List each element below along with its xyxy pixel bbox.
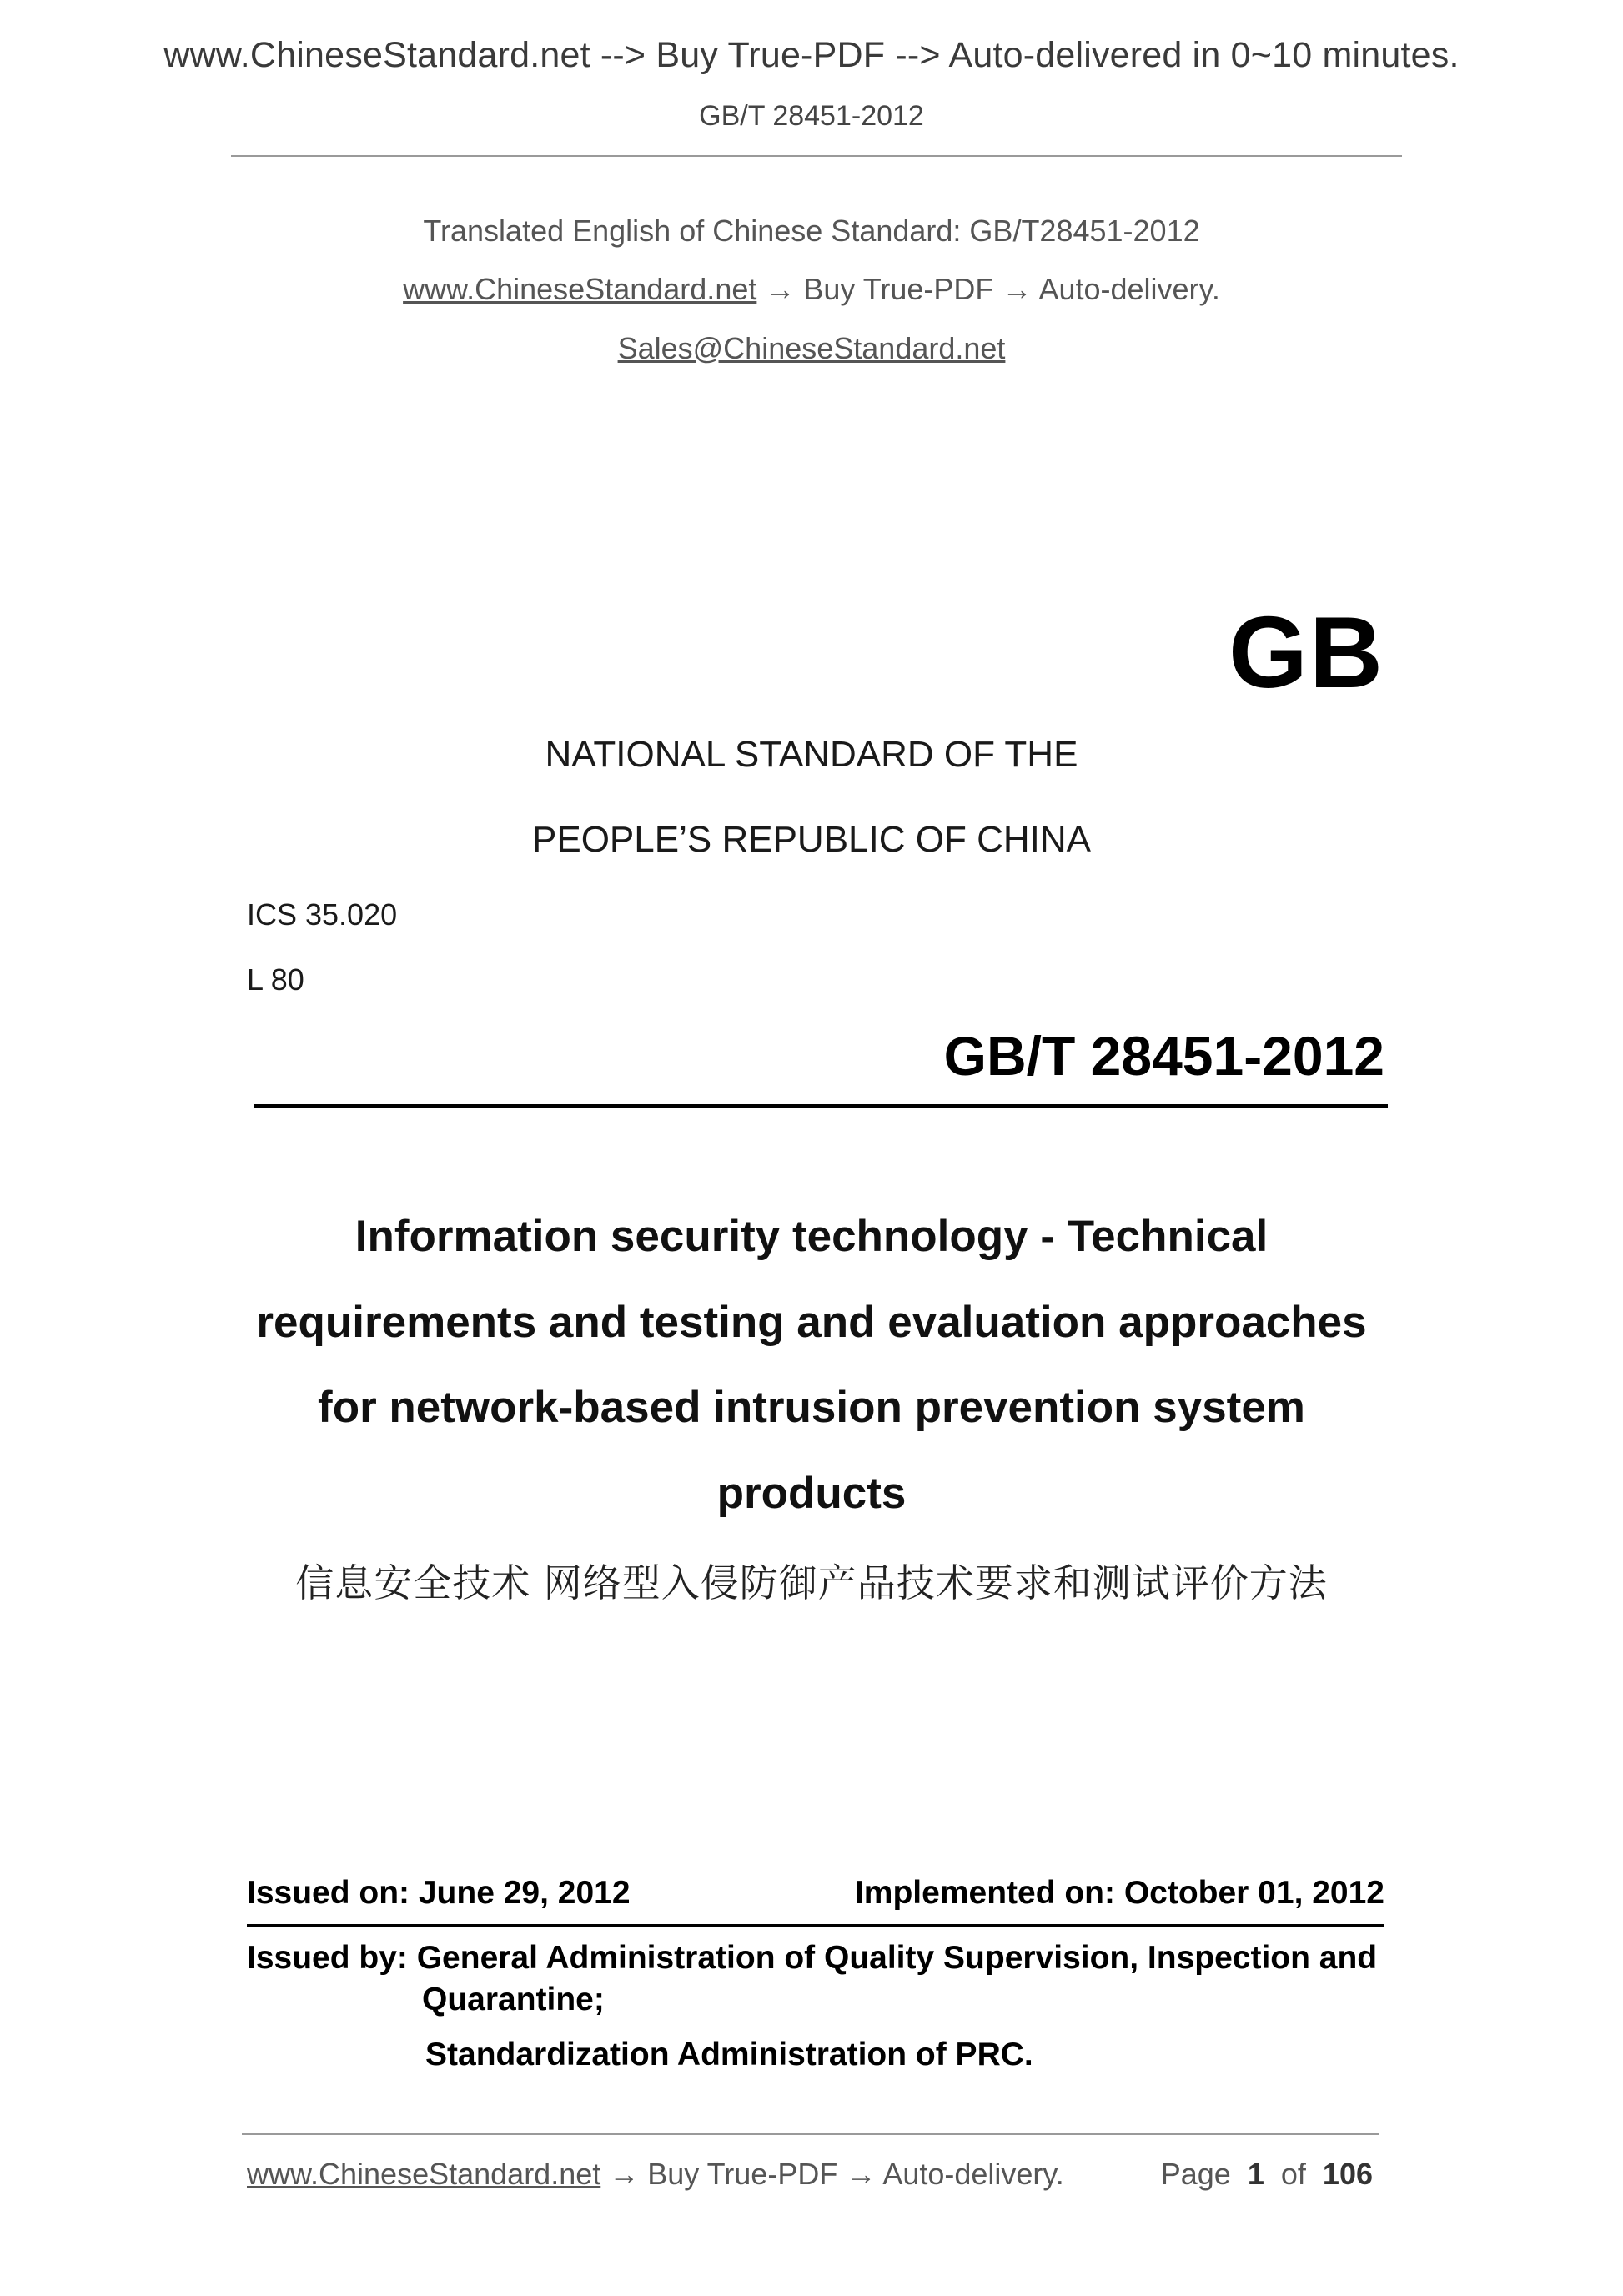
translation-purchase-line — [0, 272, 1623, 307]
standard-code-divider — [254, 1104, 1388, 1108]
title-line-3: for network-based intrusion prevention system — [318, 1383, 1305, 1432]
footer-divider — [242, 2133, 1379, 2135]
page-number: 1 — [1247, 2157, 1264, 2191]
of-label: of — [1280, 2157, 1306, 2191]
email-line — [0, 331, 1623, 366]
translation-note: Translated English of Chinese Standard: GB/T28451-2012 — [423, 214, 1200, 248]
issued-on: Issued on: June 29, 2012 — [247, 1875, 631, 1911]
footer-purchase-line — [247, 2157, 1064, 2192]
footer-purchase-text: → Buy True-PDF → Auto-delivery. — [600, 2157, 1064, 2191]
title-line-2: requirements and testing and evaluation approaches — [256, 1298, 1367, 1347]
ics-code: ICS 35.020 — [247, 897, 398, 932]
title-line-4: products — [716, 1469, 907, 1518]
purchase-text: → Buy True-PDF → Auto-delivery. — [756, 272, 1220, 306]
issued-by-line2: Quarantine; — [422, 1982, 605, 2017]
email-link[interactable]: Sales@ChineseStandard.net — [617, 331, 1006, 365]
issued-by-line1: Issued by: General Administration of Quality Supervision, Inspection and — [247, 1940, 1378, 1976]
total-pages: 106 — [1322, 2157, 1373, 2191]
issue-dates-row — [247, 1875, 1384, 1912]
national-standard-line2: PEOPLE’S REPUBLIC OF CHINA — [532, 819, 1091, 860]
implemented-on: Implemented on: October 01, 2012 — [854, 1875, 1384, 1911]
header-doc-code: GB/T 28451-2012 — [699, 100, 924, 132]
page-label: Page — [1160, 2157, 1231, 2191]
header-divider — [231, 155, 1402, 157]
national-standard-line1: NATIONAL STANDARD OF THE — [545, 734, 1078, 775]
title-chinese: 信息安全技术 网络型入侵防御产品技术要求和测试评价方法 — [295, 1560, 1328, 1605]
gb-mark: GB — [1229, 595, 1384, 709]
title-line-1: Information security technology - Technical — [354, 1212, 1269, 1261]
header-banner: www.ChineseStandard.net --> Buy True-PDF --> Auto-delivered in 0~10 minutes. — [163, 35, 1460, 75]
issued-by-line3: Standardization Administration of PRC. — [425, 2037, 1033, 2072]
l-code: L 80 — [247, 962, 304, 997]
site-link[interactable]: www.ChineseStandard.net — [403, 272, 757, 306]
footer-site-link[interactable]: www.ChineseStandard.net — [247, 2157, 601, 2191]
page-indicator — [1161, 2157, 1373, 2192]
standard-code: GB/T 28451-2012 — [943, 1025, 1384, 1087]
issue-divider — [247, 1924, 1384, 1927]
